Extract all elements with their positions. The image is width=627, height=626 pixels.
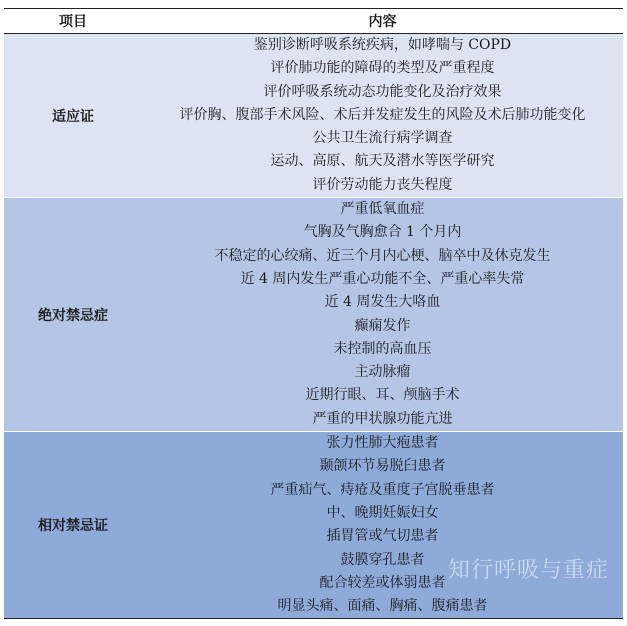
table-row: 严重低氧血症 — [340, 201, 425, 218]
table-row: 评价胸、腹部手术风险、术后并发症发生的风险及术后肺功能变化 — [179, 106, 586, 123]
table-row: 颞颌环节易脱臼患者 — [319, 458, 446, 475]
table-row: 鉴别诊断呼吸系统疾病，如哮喘与 COPD — [253, 37, 512, 53]
table-row: 主动脉瘤 — [354, 364, 411, 381]
table-row: 不稳定的心绞痛、近三个月内心梗、脑卒中及休克发生 — [214, 247, 551, 264]
section-absolute-contraindications — [4, 198, 623, 432]
table-row: 癫痫发作 — [354, 317, 411, 334]
table-row: 评价肺功能的障碍的类型及严重程度 — [270, 60, 495, 77]
table-row: 近期行眼、耳、颅脑手术 — [305, 387, 460, 404]
table-row: 严重的甲状腺功能亢进 — [312, 410, 453, 427]
indications-table — [4, 8, 623, 619]
table-row: 严重疝气、痔疮及重度子宫脱垂患者 — [270, 481, 495, 498]
section-title: 适应证 — [52, 108, 94, 125]
table-row: 明显头痛、面痛、胸痛、腹痛患者 — [277, 598, 488, 615]
table-row: 未控制的高血压 — [333, 340, 432, 357]
table-row: 张力性肺大疱患者 — [326, 435, 439, 452]
section-title: 相对禁忌证 — [38, 518, 108, 535]
section-items — [142, 34, 623, 197]
table-row: 中、晚期妊娠妇女 — [326, 504, 439, 521]
section-relative-contraindications — [4, 432, 623, 619]
watermark: 知行呼吸与重症 — [448, 558, 610, 583]
table-row: 近 4 周发生大咯血 — [324, 294, 441, 311]
section-indications — [4, 34, 623, 198]
table-row: 公共卫生流行病学调查 — [312, 130, 453, 147]
header-content: 内容 — [368, 14, 397, 30]
table-row: 评价劳动能力丧失程度 — [312, 176, 453, 193]
table-row: 近 4 周内发生严重心功能不全、严重心率失常 — [240, 270, 525, 287]
section-title: 绝对禁忌症 — [38, 307, 108, 324]
section-items — [142, 198, 623, 431]
table-row: 气胸及气胸愈合 1 个月内 — [303, 224, 462, 241]
header-item: 项目 — [59, 14, 87, 30]
table-row: 配合较差或体弱患者 — [319, 574, 446, 591]
section-items — [142, 432, 623, 618]
table-row: 评价呼吸系统动态功能变化及治疗效果 — [263, 83, 502, 100]
table-header — [4, 8, 623, 34]
table-row: 运动、高原、航天及潜水等医学研究 — [270, 153, 495, 170]
table-body — [4, 34, 623, 619]
table-row: 插胃管或气切患者 — [326, 528, 439, 545]
table-row: 鼓膜穿孔患者 — [340, 551, 425, 568]
